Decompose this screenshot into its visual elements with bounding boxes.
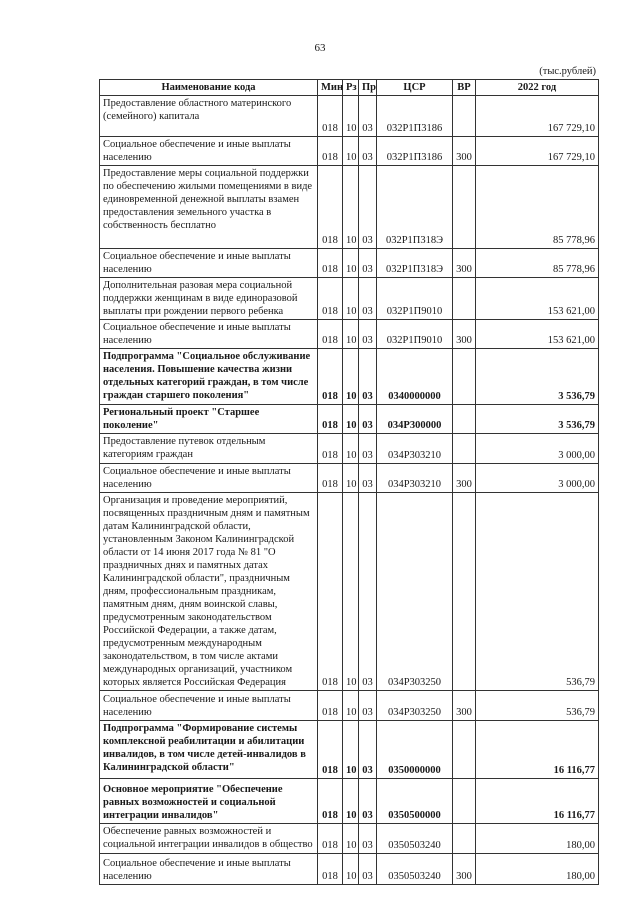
row-vr	[453, 405, 476, 434]
row-rz: 10	[343, 405, 359, 434]
row-amount: 85 778,96	[476, 249, 599, 278]
row-name: Социальное обеспечение и иные выплаты населению	[100, 691, 318, 721]
row-pr: 03	[359, 405, 377, 434]
row-pr: 03	[359, 824, 377, 854]
row-pr: 03	[359, 96, 377, 137]
row-rz: 10	[343, 278, 359, 320]
row-vr: 300	[453, 854, 476, 885]
row-name: Предоставление меры социальной поддержки по обеспечению жилыми помещениями в виде единовременной денежной выплаты взамен предоставления земельного участка в собственность бесплатно	[100, 166, 318, 249]
row-vr	[453, 493, 476, 691]
row-csr: 032Р1П9010	[377, 278, 453, 320]
row-vr: 300	[453, 691, 476, 721]
row-amount: 153 621,00	[476, 278, 599, 320]
row-pr: 03	[359, 721, 377, 779]
row-min: 018	[318, 349, 343, 405]
table-row	[100, 96, 599, 137]
row-vr: 300	[453, 320, 476, 349]
row-vr	[453, 721, 476, 779]
row-vr: 300	[453, 137, 476, 166]
row-rz: 10	[343, 721, 359, 779]
header-min: Мин	[318, 80, 343, 96]
row-vr	[453, 166, 476, 249]
row-amount: 536,79	[476, 691, 599, 721]
table-row	[100, 405, 599, 434]
row-vr: 300	[453, 249, 476, 278]
row-min: 018	[318, 278, 343, 320]
row-amount: 167 729,10	[476, 137, 599, 166]
row-vr	[453, 349, 476, 405]
row-vr	[453, 824, 476, 854]
row-pr: 03	[359, 249, 377, 278]
row-rz: 10	[343, 464, 359, 493]
row-vr	[453, 278, 476, 320]
row-vr	[453, 434, 476, 464]
table-row	[100, 824, 599, 854]
row-amount: 16 116,77	[476, 721, 599, 779]
table-row	[100, 691, 599, 721]
table-row	[100, 854, 599, 885]
row-name: Социальное обеспечение и иные выплаты населению	[100, 464, 318, 493]
header-pr: Пр	[359, 80, 377, 96]
row-min: 018	[318, 691, 343, 721]
row-pr: 03	[359, 691, 377, 721]
row-amount: 180,00	[476, 824, 599, 854]
row-csr: 0350503240	[377, 824, 453, 854]
row-vr	[453, 779, 476, 824]
row-pr: 03	[359, 464, 377, 493]
row-amount: 3 536,79	[476, 405, 599, 434]
row-pr: 03	[359, 166, 377, 249]
row-pr: 03	[359, 434, 377, 464]
page-number: 63	[314, 42, 326, 54]
row-rz: 10	[343, 434, 359, 464]
row-name: Предоставление путевок отдельным категориям граждан	[100, 434, 318, 464]
row-amount: 180,00	[476, 854, 599, 885]
row-name: Подпрограмма "Социальное обслуживание населения. Повышение качества жизни отдельных категорий граждан, в том числе граждан старшего поколения"	[100, 349, 318, 405]
table-row	[100, 278, 599, 320]
row-min: 018	[318, 464, 343, 493]
header-csr: ЦСР	[377, 80, 453, 96]
row-pr: 03	[359, 137, 377, 166]
row-csr: 032Р1П3186	[377, 96, 453, 137]
row-csr: 032Р1П318Э	[377, 249, 453, 278]
table-row	[100, 249, 599, 278]
row-amount: 167 729,10	[476, 96, 599, 137]
row-min: 018	[318, 493, 343, 691]
header-row	[100, 80, 599, 96]
row-csr: 0340000000	[377, 349, 453, 405]
table-row	[100, 434, 599, 464]
row-amount: 3 000,00	[476, 434, 599, 464]
row-csr: 034Р303210	[377, 434, 453, 464]
table-row	[100, 320, 599, 349]
table-row	[100, 166, 599, 249]
row-rz: 10	[343, 349, 359, 405]
row-csr: 032Р1П9010	[377, 320, 453, 349]
row-csr: 034Р303210	[377, 464, 453, 493]
row-pr: 03	[359, 278, 377, 320]
row-min: 018	[318, 824, 343, 854]
budget-table	[99, 79, 599, 885]
row-min: 018	[318, 854, 343, 885]
row-rz: 10	[343, 779, 359, 824]
row-name: Предоставление областного материнского (семейного) капитала	[100, 96, 318, 137]
row-amount: 85 778,96	[476, 166, 599, 249]
row-csr: 032Р1П318Э	[377, 166, 453, 249]
row-min: 018	[318, 434, 343, 464]
row-min: 018	[318, 405, 343, 434]
table-row	[100, 464, 599, 493]
row-name: Основное мероприятие "Обеспечение равных возможностей и социальной интеграции инвалидов"	[100, 779, 318, 824]
row-amount: 536,79	[476, 493, 599, 691]
row-name: Обеспечение равных возможностей и социальной интеграции инвалидов в общество	[100, 824, 318, 854]
table-row	[100, 493, 599, 691]
row-amount: 3 000,00	[476, 464, 599, 493]
row-rz: 10	[343, 824, 359, 854]
row-min: 018	[318, 96, 343, 137]
row-csr: 034Р303250	[377, 493, 453, 691]
row-pr: 03	[359, 854, 377, 885]
row-rz: 10	[343, 96, 359, 137]
row-pr: 03	[359, 779, 377, 824]
header-year: 2022 год	[476, 80, 599, 96]
row-vr	[453, 96, 476, 137]
row-rz: 10	[343, 137, 359, 166]
row-min: 018	[318, 779, 343, 824]
table-row	[100, 349, 599, 405]
row-rz: 10	[343, 493, 359, 691]
row-name: Социальное обеспечение и иные выплаты населению	[100, 137, 318, 166]
row-rz: 10	[343, 691, 359, 721]
row-rz: 10	[343, 249, 359, 278]
row-name: Подпрограмма "Формирование системы комплексной реабилитации и абилитации инвалидов, в том числе детей-инвалидов в Калининградской области"	[100, 721, 318, 779]
row-csr: 0350500000	[377, 779, 453, 824]
row-csr: 0350503240	[377, 854, 453, 885]
row-rz: 10	[343, 320, 359, 349]
row-rz: 10	[343, 854, 359, 885]
row-vr: 300	[453, 464, 476, 493]
row-csr: 034Р303250	[377, 691, 453, 721]
header-name: Наименование кода	[100, 80, 318, 96]
table-row	[100, 137, 599, 166]
row-rz: 10	[343, 166, 359, 249]
table-row	[100, 721, 599, 779]
row-amount: 153 621,00	[476, 320, 599, 349]
row-csr: 0350000000	[377, 721, 453, 779]
row-name: Дополнительная разовая мера социальной поддержки женщинам в виде единоразовой выплаты при рождении первого ребенка	[100, 278, 318, 320]
row-pr: 03	[359, 320, 377, 349]
row-amount: 16 116,77	[476, 779, 599, 824]
header-rz: Рз	[343, 80, 359, 96]
row-name: Региональный проект "Старшее поколение"	[100, 405, 318, 434]
row-pr: 03	[359, 493, 377, 691]
row-pr: 03	[359, 349, 377, 405]
units-label: (тыс.рублей)	[539, 66, 596, 77]
row-min: 018	[318, 249, 343, 278]
row-min: 018	[318, 320, 343, 349]
row-csr: 034Р300000	[377, 405, 453, 434]
table-row	[100, 779, 599, 824]
row-min: 018	[318, 721, 343, 779]
row-name: Социальное обеспечение и иные выплаты населению	[100, 320, 318, 349]
header-vr: ВР	[453, 80, 476, 96]
row-csr: 032Р1П3186	[377, 137, 453, 166]
row-amount: 3 536,79	[476, 349, 599, 405]
row-name: Социальное обеспечение и иные выплаты населению	[100, 249, 318, 278]
row-min: 018	[318, 166, 343, 249]
row-min: 018	[318, 137, 343, 166]
row-name: Социальное обеспечение и иные выплаты населению	[100, 854, 318, 885]
row-name: Организация и проведение мероприятий, посвященных праздничным дням и памятным датам Калининградской области, установленным Законом Калининградской области от 14 июня 2017 года № 81 "О праздничных днях и памятных датах Калининградской области", праздничным дням, профессиональным праздникам, памятным дням, дням воинской славы, предусмотренным законодательством Российской Федерации, а также датам, предусмотренным международным законодательством, в том числе актами международных организаций, участником которых является Российская Федерация	[100, 493, 318, 691]
